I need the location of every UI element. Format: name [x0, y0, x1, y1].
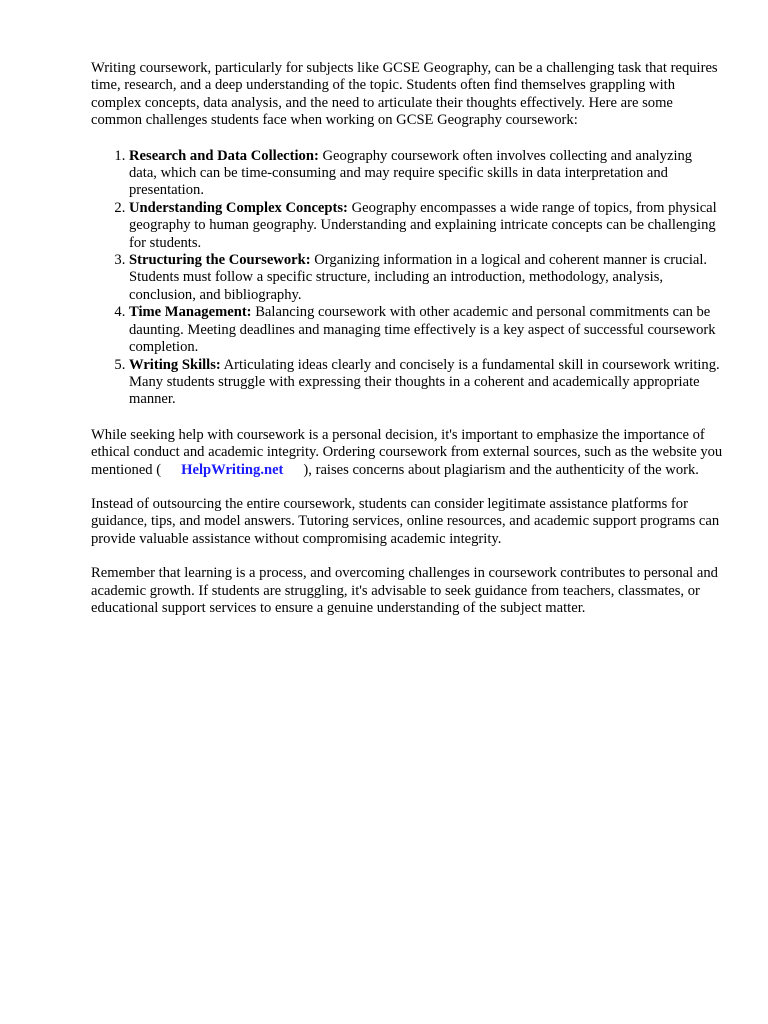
challenge-item — [129, 357, 723, 409]
challenge-text: Geography encompasses a wide range of topics, from physical geography to human geography. Understanding and explaining intricate concepts can be challenging for students. — [129, 199, 717, 251]
ethics-paragraph — [91, 427, 723, 479]
challenge-title: Understanding Complex Concepts: — [129, 199, 348, 216]
challenge-text: Organizing information in a logical and coherent manner is crucial. Students must follow a specific structure, including an introduction, methodology, analysis, conclusion, and bibliography. — [129, 252, 708, 303]
document-page — [91, 60, 723, 634]
challenge-item — [129, 252, 723, 304]
challenge-item — [129, 200, 723, 252]
ethics-text-after: ), raises concerns about plagiarism and the authenticity of the work. — [303, 461, 699, 478]
helpwriting-link[interactable]: HelpWriting.net — [181, 461, 284, 478]
challenge-title: Writing Skills: — [129, 356, 221, 373]
challenges-list — [91, 148, 723, 409]
challenge-text: Geography coursework often involves collecting and analyzing data, which can be time-consuming and may require specific skills in data interpretation and presentation. — [129, 147, 693, 199]
challenge-item — [129, 304, 723, 356]
alternatives-paragraph: Instead of outsourcing the entire coursework, students can consider legitimate assistance platforms for guidance, tips, and model answers. Tutoring services, online resources, and academic support programs can provide valuable assistance without compromising academic integrity. — [91, 495, 720, 547]
challenge-text: Articulating ideas clearly and concisely is a fundamental skill in coursework writing. Many students struggle with expressing their thoughts in a coherent and academically appropriate manner. — [129, 356, 720, 408]
closing-paragraph: Remember that learning is a process, and overcoming challenges in coursework contributes to personal and academic growth. If students are struggling, it's advisable to seek guidance from teachers, classmates, or educational support services to ensure a genuine understanding of the subject matter. — [91, 565, 718, 616]
challenge-text: Balancing coursework with other academic and personal commitments can be daunting. Meeting deadlines and managing time effectively is a key aspect of successful coursework completion. — [129, 304, 716, 356]
challenge-title: Structuring the Coursework: — [129, 252, 311, 269]
challenge-item — [129, 148, 723, 200]
challenge-title: Time Management: — [129, 304, 252, 321]
intro-paragraph: Writing coursework, particularly for subjects like GCSE Geography, can be a challenging task that requires time, research, and a deep understanding of the topic. Students often find themselves grappling with complex concepts, data analysis, and the need to articulate their thoughts effectively. Here are some common challenges students face when working on GCSE Geography coursework: — [91, 60, 718, 129]
challenge-title: Research and Data Collection: — [129, 147, 319, 164]
ethics-text-before: While seeking help with coursework is a personal decision, it's important to emphasize the importance of ethical conduct and academic integrity. Ordering coursework from external sources, such as the website you mentioned ( — [91, 426, 723, 478]
